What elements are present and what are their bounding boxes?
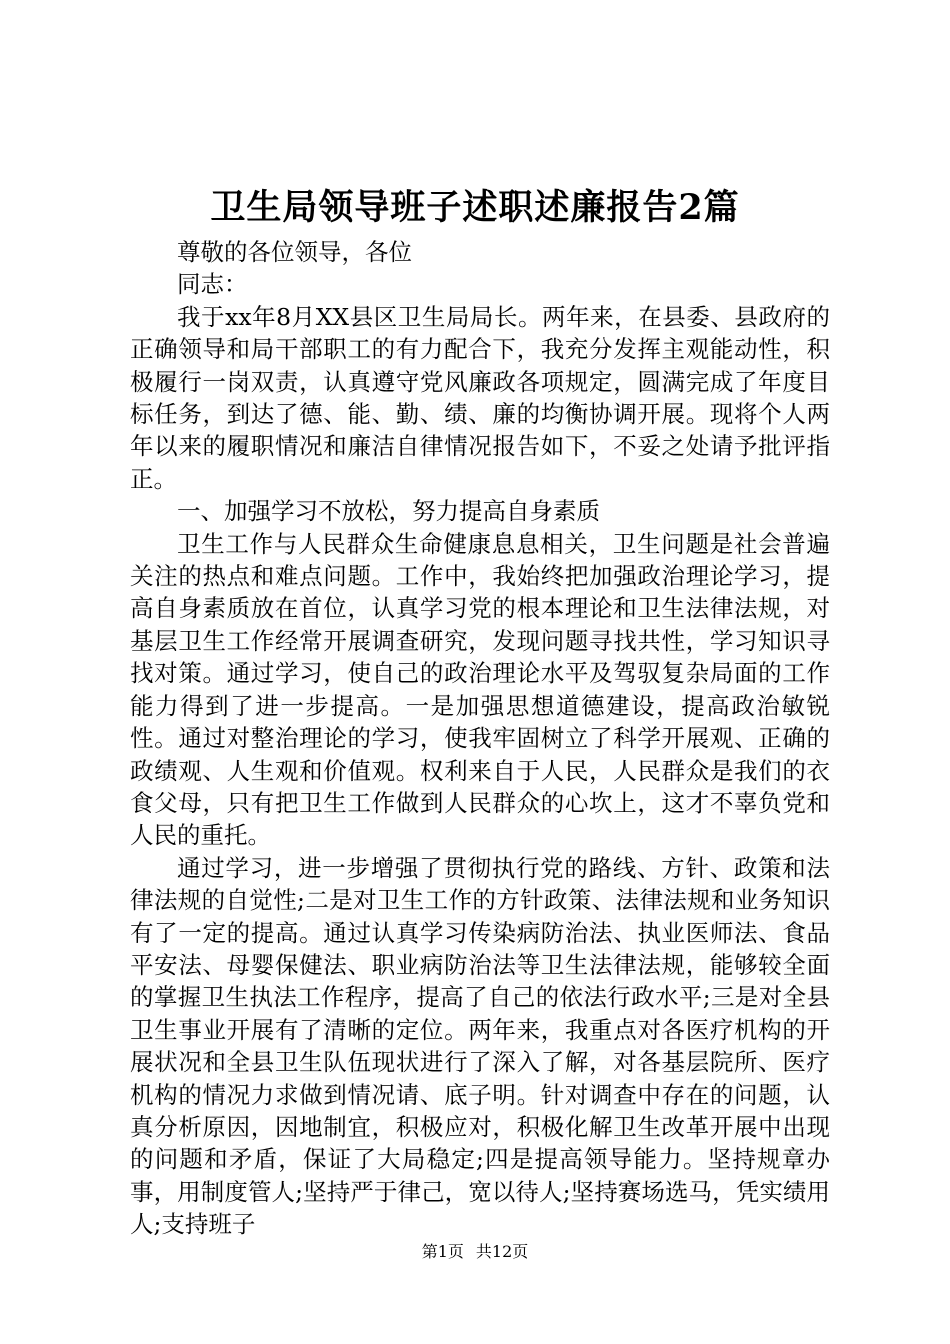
paragraph-intro: 我于xx年8月XX县区卫生局局长。两年来，在县委、县政府的正确领导和局干部职工的有力配合下，我充分发挥主观能动性，积极履行一岗双责，认真遵守党风廉政各项规定，圆满完成了年度目标任务，到达了德、能、勤、绩、廉的均衡协调开展。现将个人两年以来的履职情况和廉洁自律情况报告如下，不妥之处请予批评指正。	[130, 302, 830, 493]
page-total: 共12页	[475, 1242, 529, 1261]
page-footer	[0, 1240, 950, 1264]
document-body	[130, 236, 830, 1241]
document-title: 卫生局领导班子述职述廉报告2篇	[210, 187, 740, 228]
salutation-line-1: 尊敬的各位领导，各位	[177, 238, 412, 266]
paragraph-study: 卫生工作与人民群众生命健康息息相关，卫生问题是社会普遍关注的热点和难点问题。工作中，我始终把加强政治理论学习，提高自身素质放在首位，认真学习党的根本理论和卫生法律法规，对基层卫生工作经常开展调查研究，发现问题寻找共性，学习知识寻找对策。通过学习，使自己的政治理论水平及驾驭复杂局面的工作能力得到了进一步提高。一是加强思想道德建设，提高政治敏锐性。通过对整治理论的学习，使我牢固树立了科学开展观、正确的政绩观、人生观和价值观。权利来自于人民，人民群众是我们的衣食父母，只有把卫生工作做到人民群众的心坎上，这才不辜负党和人民的重托。	[130, 529, 830, 850]
section-heading-1: 一、加强学习不放松，努力提高自身素质	[177, 497, 600, 526]
paragraph-study-continued: 通过学习，进一步增强了贯彻执行党的路线、方针、政策和法律法规的自觉性;二是对卫生工作的方针政策、法律法规和业务知识有了一定的提高。通过认真学习传染病防治法、执业医师法、食品平安法、母婴保健法、职业病防治法等卫生法律法规，能够较全面的掌握卫生执法工作程序，提高了自己的依法行政水平;三是对全县卫生事业开展有了清晰的定位。两年来，我重点对各医疗机构的开展状况和全县卫生队伍现状进行了深入了解，对各基层院所、医疗机构的情况力求做到情况请、底子明。针对调查中存在的问题，认真分析原因，因地制宜，积极应对，积极化解卫生改革开展中出现的问题和矛盾，保证了大局稳定;四是提高领导能力。坚持规章办事，用制度管人;坚持严于律己，宽以待人;坚持赛场选马，凭实绩用人;支持班子	[130, 853, 830, 1239]
page-number: 第1页	[421, 1242, 464, 1261]
salutation-line-2: 同志：	[177, 270, 248, 299]
